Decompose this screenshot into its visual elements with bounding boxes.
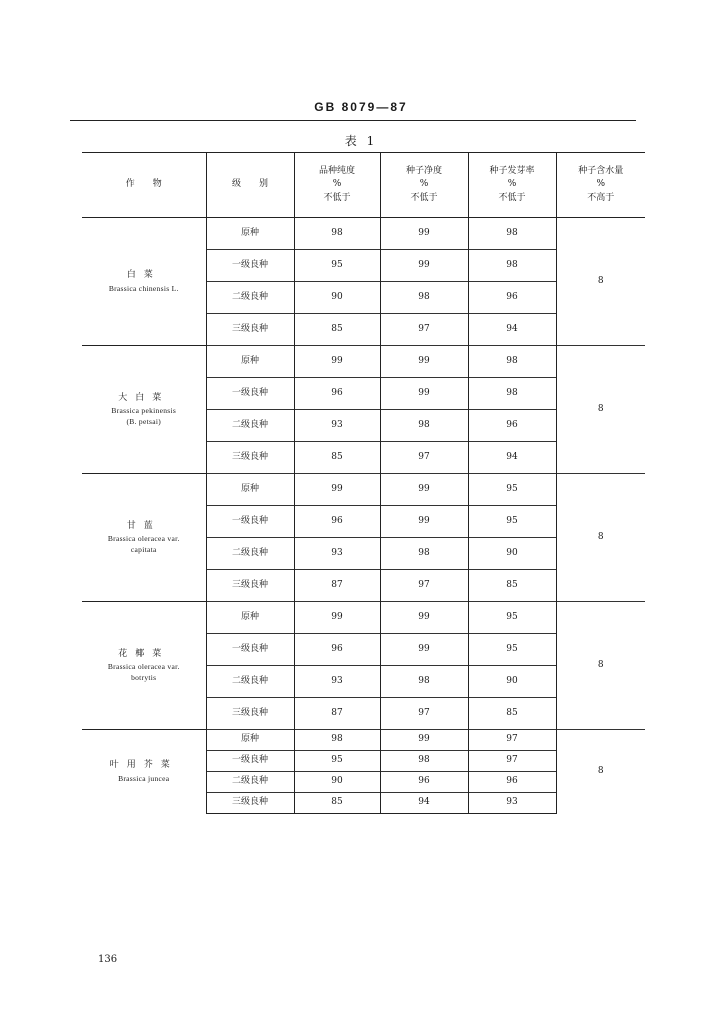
standard-number: GB 8079—87 — [314, 100, 408, 114]
purity-cell: 95 — [294, 751, 380, 772]
purity-cell: 87 — [294, 698, 380, 730]
moisture-cell: 8 — [556, 218, 645, 346]
header-crop: 作 物 — [82, 153, 206, 218]
clarity-cell: 96 — [380, 772, 468, 793]
clarity-cell: 99 — [380, 730, 468, 751]
table-row — [82, 218, 645, 250]
clarity-cell: 97 — [380, 442, 468, 474]
purity-cell: 85 — [294, 793, 380, 814]
header-clarity: 种子净度 % 不低于 — [380, 153, 468, 218]
grade-cell: 原种 — [206, 602, 294, 634]
grade-cell: 二级良种 — [206, 666, 294, 698]
crop-latin-name: capitata — [130, 545, 157, 555]
grade-cell: 三级良种 — [206, 793, 294, 814]
clarity-cell: 98 — [380, 751, 468, 772]
table-row — [82, 730, 645, 751]
purity-cell: 95 — [294, 250, 380, 282]
germination-cell: 95 — [468, 634, 556, 666]
header-rule — [70, 120, 636, 121]
purity-cell: 85 — [294, 442, 380, 474]
moisture-cell: 8 — [556, 602, 645, 730]
moisture-cell: 8 — [556, 730, 645, 814]
crop-cell — [82, 218, 206, 346]
table-header-row — [82, 153, 645, 218]
clarity-cell: 98 — [380, 410, 468, 442]
page-number: 136 — [98, 954, 118, 965]
germination-cell: 85 — [468, 570, 556, 602]
clarity-cell: 99 — [380, 634, 468, 666]
clarity-cell: 97 — [380, 314, 468, 346]
clarity-cell: 97 — [380, 570, 468, 602]
header-purity: 品种纯度 % 不低于 — [294, 153, 380, 218]
clarity-cell: 99 — [380, 346, 468, 378]
crop-name: 甘蓝 — [126, 520, 161, 531]
crop-name: 叶用芥菜 — [109, 760, 178, 771]
table-row — [82, 474, 645, 506]
purity-cell: 93 — [294, 410, 380, 442]
clarity-cell: 99 — [380, 378, 468, 410]
table-row — [82, 602, 645, 634]
crop-latin-name: Brassica juncea — [118, 773, 170, 783]
header-moisture: 种子含水量 % 不高于 — [556, 153, 645, 218]
germination-cell: 96 — [468, 772, 556, 793]
grade-cell: 二级良种 — [206, 772, 294, 793]
grade-cell: 一级良种 — [206, 250, 294, 282]
grade-cell: 三级良种 — [206, 570, 294, 602]
germination-cell: 94 — [468, 314, 556, 346]
crop-latin-name: (B. petsai) — [126, 417, 162, 427]
crop-cell — [82, 730, 206, 814]
purity-cell: 96 — [294, 506, 380, 538]
crop-latin-name: Brassica oleracea var. — [107, 534, 180, 543]
crop-cell — [82, 346, 206, 474]
germination-cell: 98 — [468, 378, 556, 410]
grade-cell: 三级良种 — [206, 442, 294, 474]
moisture-cell: 8 — [556, 474, 645, 602]
germination-cell: 85 — [468, 698, 556, 730]
clarity-cell: 97 — [380, 698, 468, 730]
grade-cell: 原种 — [206, 474, 294, 506]
clarity-cell: 99 — [380, 218, 468, 250]
purity-cell: 90 — [294, 282, 380, 314]
table-row — [82, 346, 645, 378]
grade-cell: 二级良种 — [206, 538, 294, 570]
header-germination: 种子发芽率 % 不低于 — [468, 153, 556, 218]
crop-cell — [82, 474, 206, 602]
seed-quality-table — [82, 152, 645, 814]
germination-cell: 96 — [468, 410, 556, 442]
germination-cell: 98 — [468, 346, 556, 378]
purity-cell: 90 — [294, 772, 380, 793]
grade-cell: 一级良种 — [206, 751, 294, 772]
germination-cell: 98 — [468, 250, 556, 282]
grade-cell: 三级良种 — [206, 698, 294, 730]
grade-cell: 原种 — [206, 730, 294, 751]
grade-cell: 一级良种 — [206, 634, 294, 666]
clarity-cell: 98 — [380, 538, 468, 570]
grade-cell: 一级良种 — [206, 506, 294, 538]
germination-cell: 95 — [468, 506, 556, 538]
purity-cell: 98 — [294, 730, 380, 751]
purity-cell: 87 — [294, 570, 380, 602]
purity-cell: 85 — [294, 314, 380, 346]
grade-cell: 原种 — [206, 218, 294, 250]
header-grade: 级 别 — [206, 153, 294, 218]
purity-cell: 98 — [294, 218, 380, 250]
crop-latin-name: botrytis — [131, 673, 157, 683]
germination-cell: 90 — [468, 666, 556, 698]
crop-latin-name: Brassica chinensis L. — [108, 283, 179, 293]
grade-cell: 原种 — [206, 346, 294, 378]
crop-latin-name: Brassica oleracea var. — [107, 662, 180, 671]
crop-cell — [82, 602, 206, 730]
purity-cell: 99 — [294, 474, 380, 506]
crop-latin-name: Brassica pekinensis — [111, 406, 177, 415]
purity-cell: 93 — [294, 666, 380, 698]
clarity-cell: 99 — [380, 474, 468, 506]
germination-cell: 93 — [468, 793, 556, 814]
germination-cell: 95 — [468, 602, 556, 634]
germination-cell: 96 — [468, 282, 556, 314]
purity-cell: 93 — [294, 538, 380, 570]
clarity-cell: 94 — [380, 793, 468, 814]
grade-cell: 一级良种 — [206, 378, 294, 410]
clarity-cell: 99 — [380, 602, 468, 634]
germination-cell: 95 — [468, 474, 556, 506]
grade-cell: 二级良种 — [206, 282, 294, 314]
table-caption: 表 1 — [344, 134, 378, 148]
clarity-cell: 98 — [380, 666, 468, 698]
grade-cell: 三级良种 — [206, 314, 294, 346]
purity-cell: 99 — [294, 602, 380, 634]
clarity-cell: 99 — [380, 250, 468, 282]
germination-cell: 94 — [468, 442, 556, 474]
purity-cell: 96 — [294, 634, 380, 666]
clarity-cell: 98 — [380, 282, 468, 314]
moisture-cell: 8 — [556, 346, 645, 474]
grade-cell: 二级良种 — [206, 410, 294, 442]
purity-cell: 99 — [294, 346, 380, 378]
germination-cell: 90 — [468, 538, 556, 570]
crop-name: 花椰菜 — [118, 648, 170, 659]
purity-cell: 96 — [294, 378, 380, 410]
germination-cell: 97 — [468, 730, 556, 751]
germination-cell: 98 — [468, 218, 556, 250]
crop-name: 大白菜 — [118, 392, 170, 403]
crop-name: 白菜 — [126, 270, 161, 281]
clarity-cell: 99 — [380, 506, 468, 538]
germination-cell: 97 — [468, 751, 556, 772]
